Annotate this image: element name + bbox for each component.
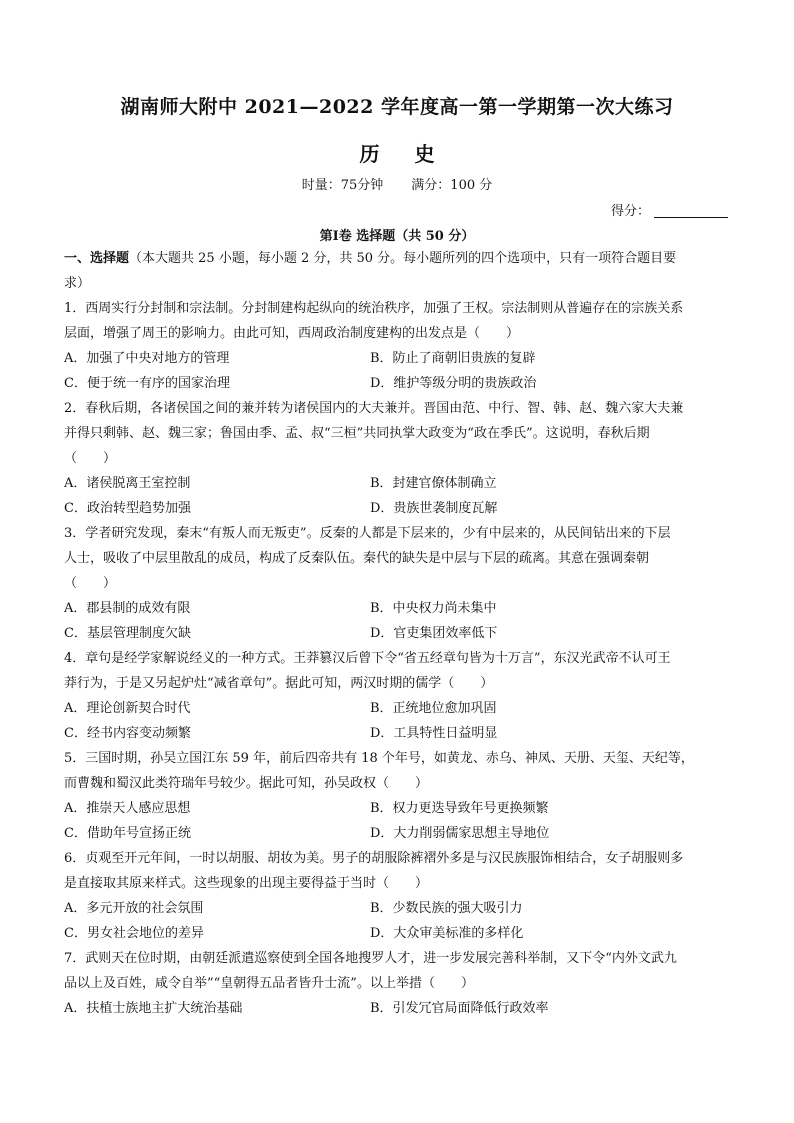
questions [64,296,732,1021]
question-stem-line: 而曹魏和蜀汉此类符瑞年号较少。据此可知，孙吴政权（ ） [64,776,429,791]
answer-option[interactable]: A．加强了中央对地方的管理 [64,351,230,366]
section-intro-text: （本大题共 25 小题，每小题 2 分，共 50 分。每小题所列的四个选项中，只有一项符合题目要 [129,251,677,266]
question-stem-line: 品以上及百姓，咸令自举”“皇朝得五品者皆升士流”。以上举措（ ） [64,976,474,991]
question-stem-line: 5．三国时期，孙吴立国江东 59 年，前后四帝共有 18 个年号，如黄龙、赤乌、神凤、天册、天玺、天纪等， [64,751,694,766]
question-stem-line: 7．武则天在位时期，由朝廷派遣巡察使到全国各地搜罗人才，进一步发展完善科举制，又下令“内外文武九 [64,951,677,966]
score-label: 得分： [610,204,650,219]
exam-meta [0,174,794,193]
option-row [64,496,732,521]
answer-option[interactable]: D．维护等级分明的贵族政治 [370,376,537,391]
option-row [64,621,732,646]
option-row [64,596,732,621]
subject-title: 历 史 [359,142,449,166]
answer-option[interactable]: B．引发冗官局面降低行政效率 [370,1001,549,1016]
answer-option[interactable]: C．基层管理制度欠缺 [64,626,191,641]
answer-option[interactable]: C．经书内容变动频繁 [64,726,191,741]
section-intro-lead: 一、选择题 [64,251,130,266]
question-stem-line: 并得只剩韩、赵、魏三家；鲁国由季、孟、叔“三桓”共同执掌大政变为“政在季氏”。这说明，春秋后期 [64,426,650,441]
answer-option[interactable]: D．大力削弱儒家思想主导地位 [370,826,550,841]
question-stem-line: 层面，增强了周王的影响力。由此可知，西周政治制度建构的出发点是（ ） [64,326,520,341]
option-row [64,821,732,846]
question-stem-line: 1．西周实行分封制和宗法制。分封制建构起纵向的统治秩序，加强了王权。宗法制则从普遍存在的宗族关系 [64,301,684,316]
answer-option[interactable]: C．借助年号宣扬正统 [64,826,191,841]
answer-option[interactable]: D．贵族世袭制度瓦解 [370,501,498,516]
option-row [64,921,732,946]
question-stem-line: 人士，吸收了中层里散乱的成员，构成了反秦队伍。秦代的缺失是中层与下层的疏离。其意在强调秦朝 [64,551,650,566]
answer-option[interactable]: C．男女社会地位的差异 [64,926,204,941]
answer-option[interactable]: A．理论创新契合时代 [64,701,191,716]
answer-option[interactable]: B．中央权力尚未集中 [370,601,497,616]
answer-option[interactable]: B．防止了商朝旧贵族的复辟 [370,351,536,366]
option-row [64,696,732,721]
score-blank[interactable] [654,203,728,218]
answer-option[interactable]: C．便于统一有序的国家治理 [64,376,230,391]
question-item [64,946,732,1021]
question-stem-line: 2．春秋后期，各诸侯国之间的兼并转为诸侯国内的大夫兼并。晋国由范、中行、智、韩、赵、魏六家大夫兼 [64,401,684,416]
answer-option[interactable]: B．封建官僚体制确立 [370,476,497,491]
question-list [64,246,732,1021]
question-item [64,521,732,646]
answer-option[interactable]: A．多元开放的社会氛围 [64,901,204,916]
option-row [64,721,732,746]
question-stem-line: 莽行为，于是又另起炉灶“减省章句”。据此可知，两汉时期的儒学（ ） [64,676,494,691]
score-field [611,200,728,219]
question-stem-line: （ ） [64,576,117,591]
answer-option[interactable]: A．诸侯脱离王室控制 [64,476,191,491]
exam-title: 湖南师大附中 2021—2022 学年度高一第一学期第一次大练习 [120,96,674,118]
section-title: 第Ⅰ卷 选择题（共 50 分） [319,229,475,244]
answer-option[interactable]: A．扶植士族地主扩大统治基础 [64,1001,243,1016]
option-row [64,471,732,496]
answer-option[interactable]: B．少数民族的强大吸引力 [370,901,523,916]
answer-option[interactable]: D．工具特性日益明显 [370,726,498,741]
full-score: 满分：100 分 [411,178,493,193]
answer-option[interactable]: B．权力更迭导致年号更换频繁 [370,801,549,816]
section-intro-cont: 求） [64,276,91,291]
question-item [64,646,732,746]
answer-option[interactable]: A．推崇天人感应思想 [64,801,191,816]
answer-option[interactable]: C．政治转型趋势加强 [64,501,191,516]
answer-option[interactable]: A．郡县制的成效有限 [64,601,191,616]
question-stem-line: 是直接取其原来样式。这些现象的出现主要得益于当时（ ） [64,876,429,891]
answer-option[interactable]: B．正统地位愈加巩固 [370,701,497,716]
question-stem-line: 4．章句是经学家解说经义的一种方式。王莽篡汉后曾下令“省五经章句皆为十万言”，东汉光武帝不认可王 [64,651,671,666]
question-stem-line: （ ） [64,451,117,466]
section-intro [64,246,732,271]
option-row [64,996,732,1021]
question-item [64,846,732,946]
option-row [64,346,732,371]
question-stem-line: 6．贞观至开元年间，一时以胡服、胡妆为美。男子的胡服除裤褶外多是与汉民族服饰相结合，女子胡服则多 [64,851,684,866]
time-limit: 时量：75分钟 [301,178,384,193]
answer-option[interactable]: D．官吏集团效率低下 [370,626,498,641]
question-item [64,396,732,521]
option-row [64,896,732,921]
question-item [64,296,732,396]
answer-option[interactable]: D．大众审美标准的多样化 [370,926,524,941]
option-row [64,371,732,396]
question-item [64,746,732,846]
question-stem-line: 3．学者研究发现，秦末“有叛人而无叛吏”。反秦的人都是下层来的，少有中层来的，从民间钻出来的下层 [64,526,671,541]
option-row [64,796,732,821]
